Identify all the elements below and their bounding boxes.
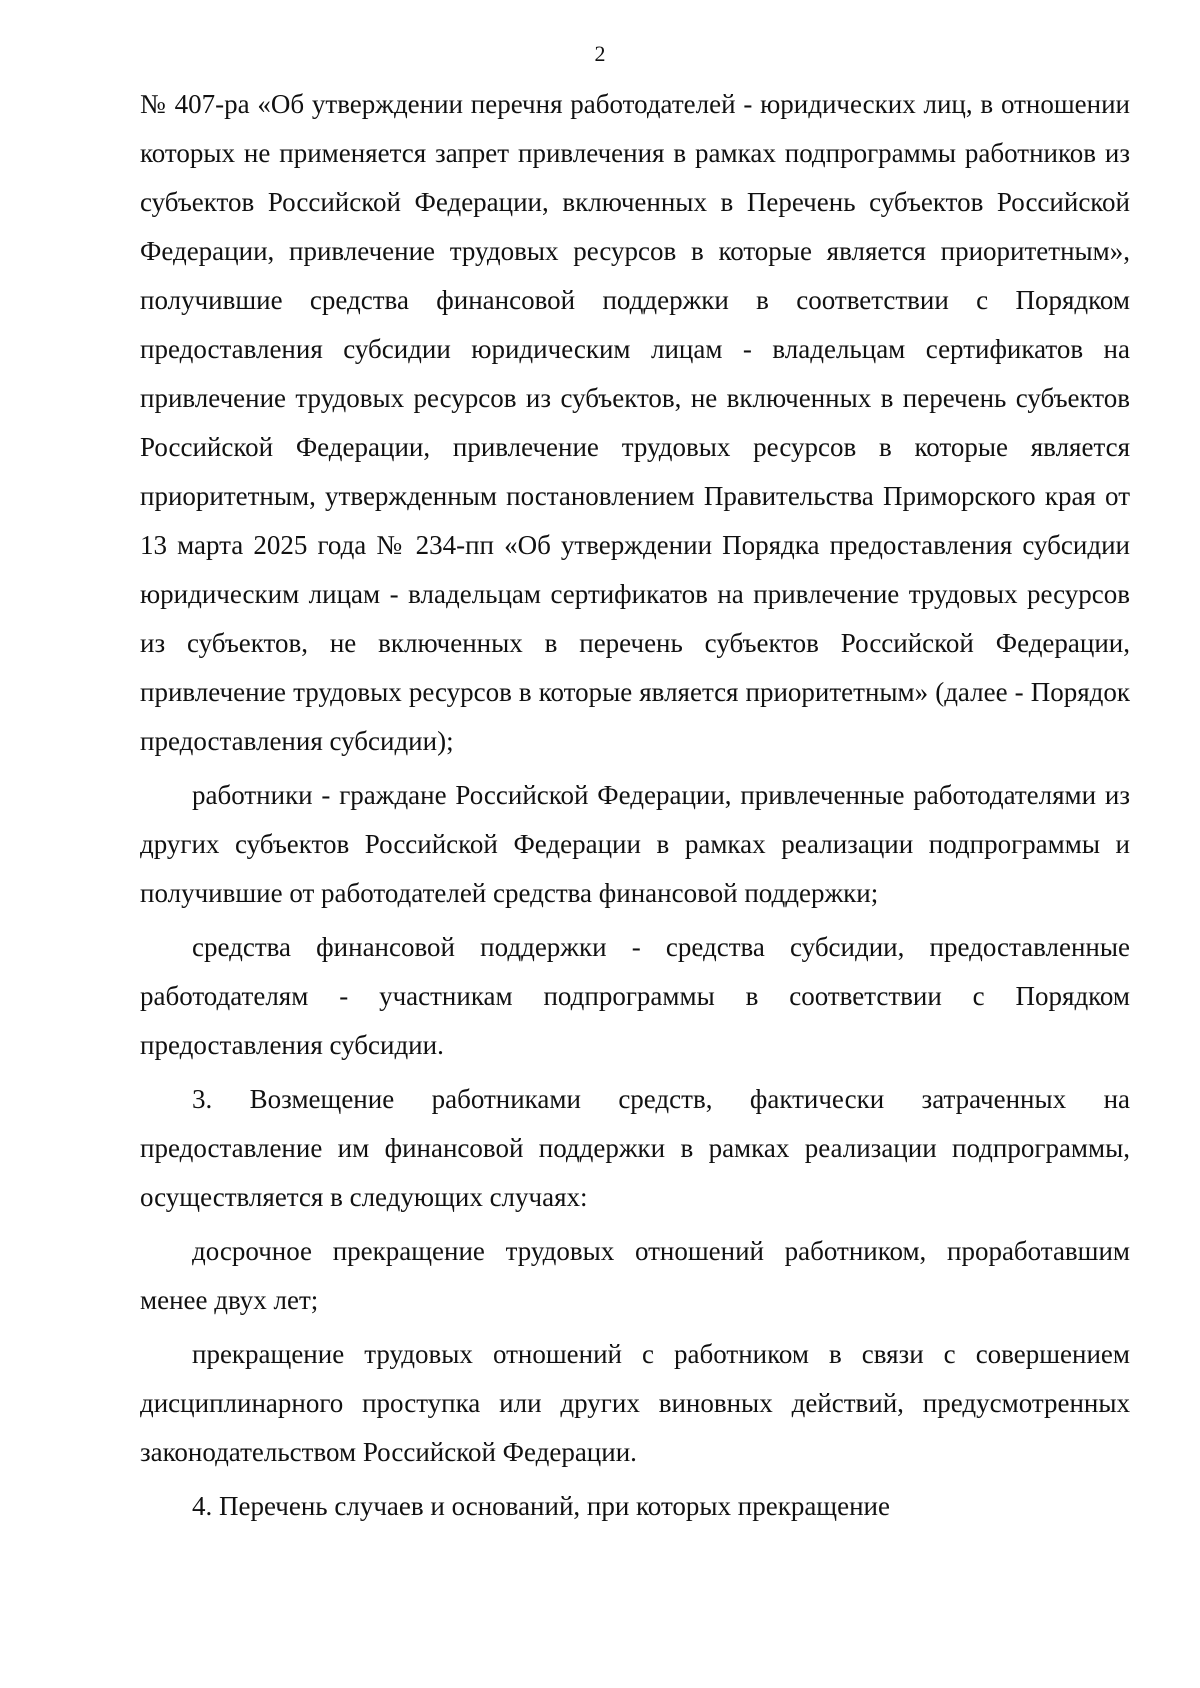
paragraph-definition-financial-support: средства финансовой поддержки - средства субсидии, предоставленные работодателям - участникам подпрограммы в соответствии с Порядком предоставления субсидии. bbox=[140, 932, 1130, 1060]
paragraph-case-disciplinary-termination: прекращение трудовых отношений с работником в связи с совершением дисциплинарного проступка или других виновных действий, предусмотренных законодательством Российской Федерации. bbox=[140, 1339, 1130, 1467]
paragraph-item-4: 4. Перечень случаев и оснований, при которых прекращение bbox=[192, 1491, 890, 1521]
paragraph-definition-employers-continued: № 407-ра «Об утверждении перечня работодателей - юридических лиц, в отношении которых не применяется запрет привлечения в рамках подпрограммы работников из субъектов Российской Федерации, включенных в Перечень субъектов Российской Федерации, привлечение трудовых ресурсов в которые является приоритетным», получившие средства финансовой поддержки в соответствии с Порядком предоставления субсидии юридическим лицам - владельцам сертификатов на привлечение трудовых ресурсов из субъектов, не включенных в перечень субъектов Российской Федерации, привлечение трудовых ресурсов в которые является приоритетным, утвержденным постановлением Правительства Приморского края от 13 марта 2025 года № 234-пп «Об утверждении Порядка предоставления субсидии юридическим лицам - владельцам сертификатов на привлечение трудовых ресурсов из субъектов, не включенных в перечень субъектов Российской Федерации, привлечение трудовых ресурсов в которые является приоритетным» (далее - Порядок предоставления субсидии); bbox=[140, 89, 1130, 756]
page-number: 2 bbox=[594, 41, 606, 66]
document-body bbox=[140, 80, 1130, 1531]
paragraph-case-early-termination: досрочное прекращение трудовых отношений работником, проработавшим менее двух лет; bbox=[140, 1236, 1130, 1315]
paragraph-item-3: 3. Возмещение работниками средств, фактически затраченных на предоставление им финансовой поддержки в рамках реализации подпрограммы, осуществляется в следующих случаях: bbox=[140, 1084, 1130, 1212]
paragraph-definition-workers: работники - граждане Российской Федерации, привлеченные работодателями из других субъектов Российской Федерации в рамках реализации подпрограммы и получившие от работодателей средства финансовой поддержки; bbox=[140, 780, 1130, 908]
